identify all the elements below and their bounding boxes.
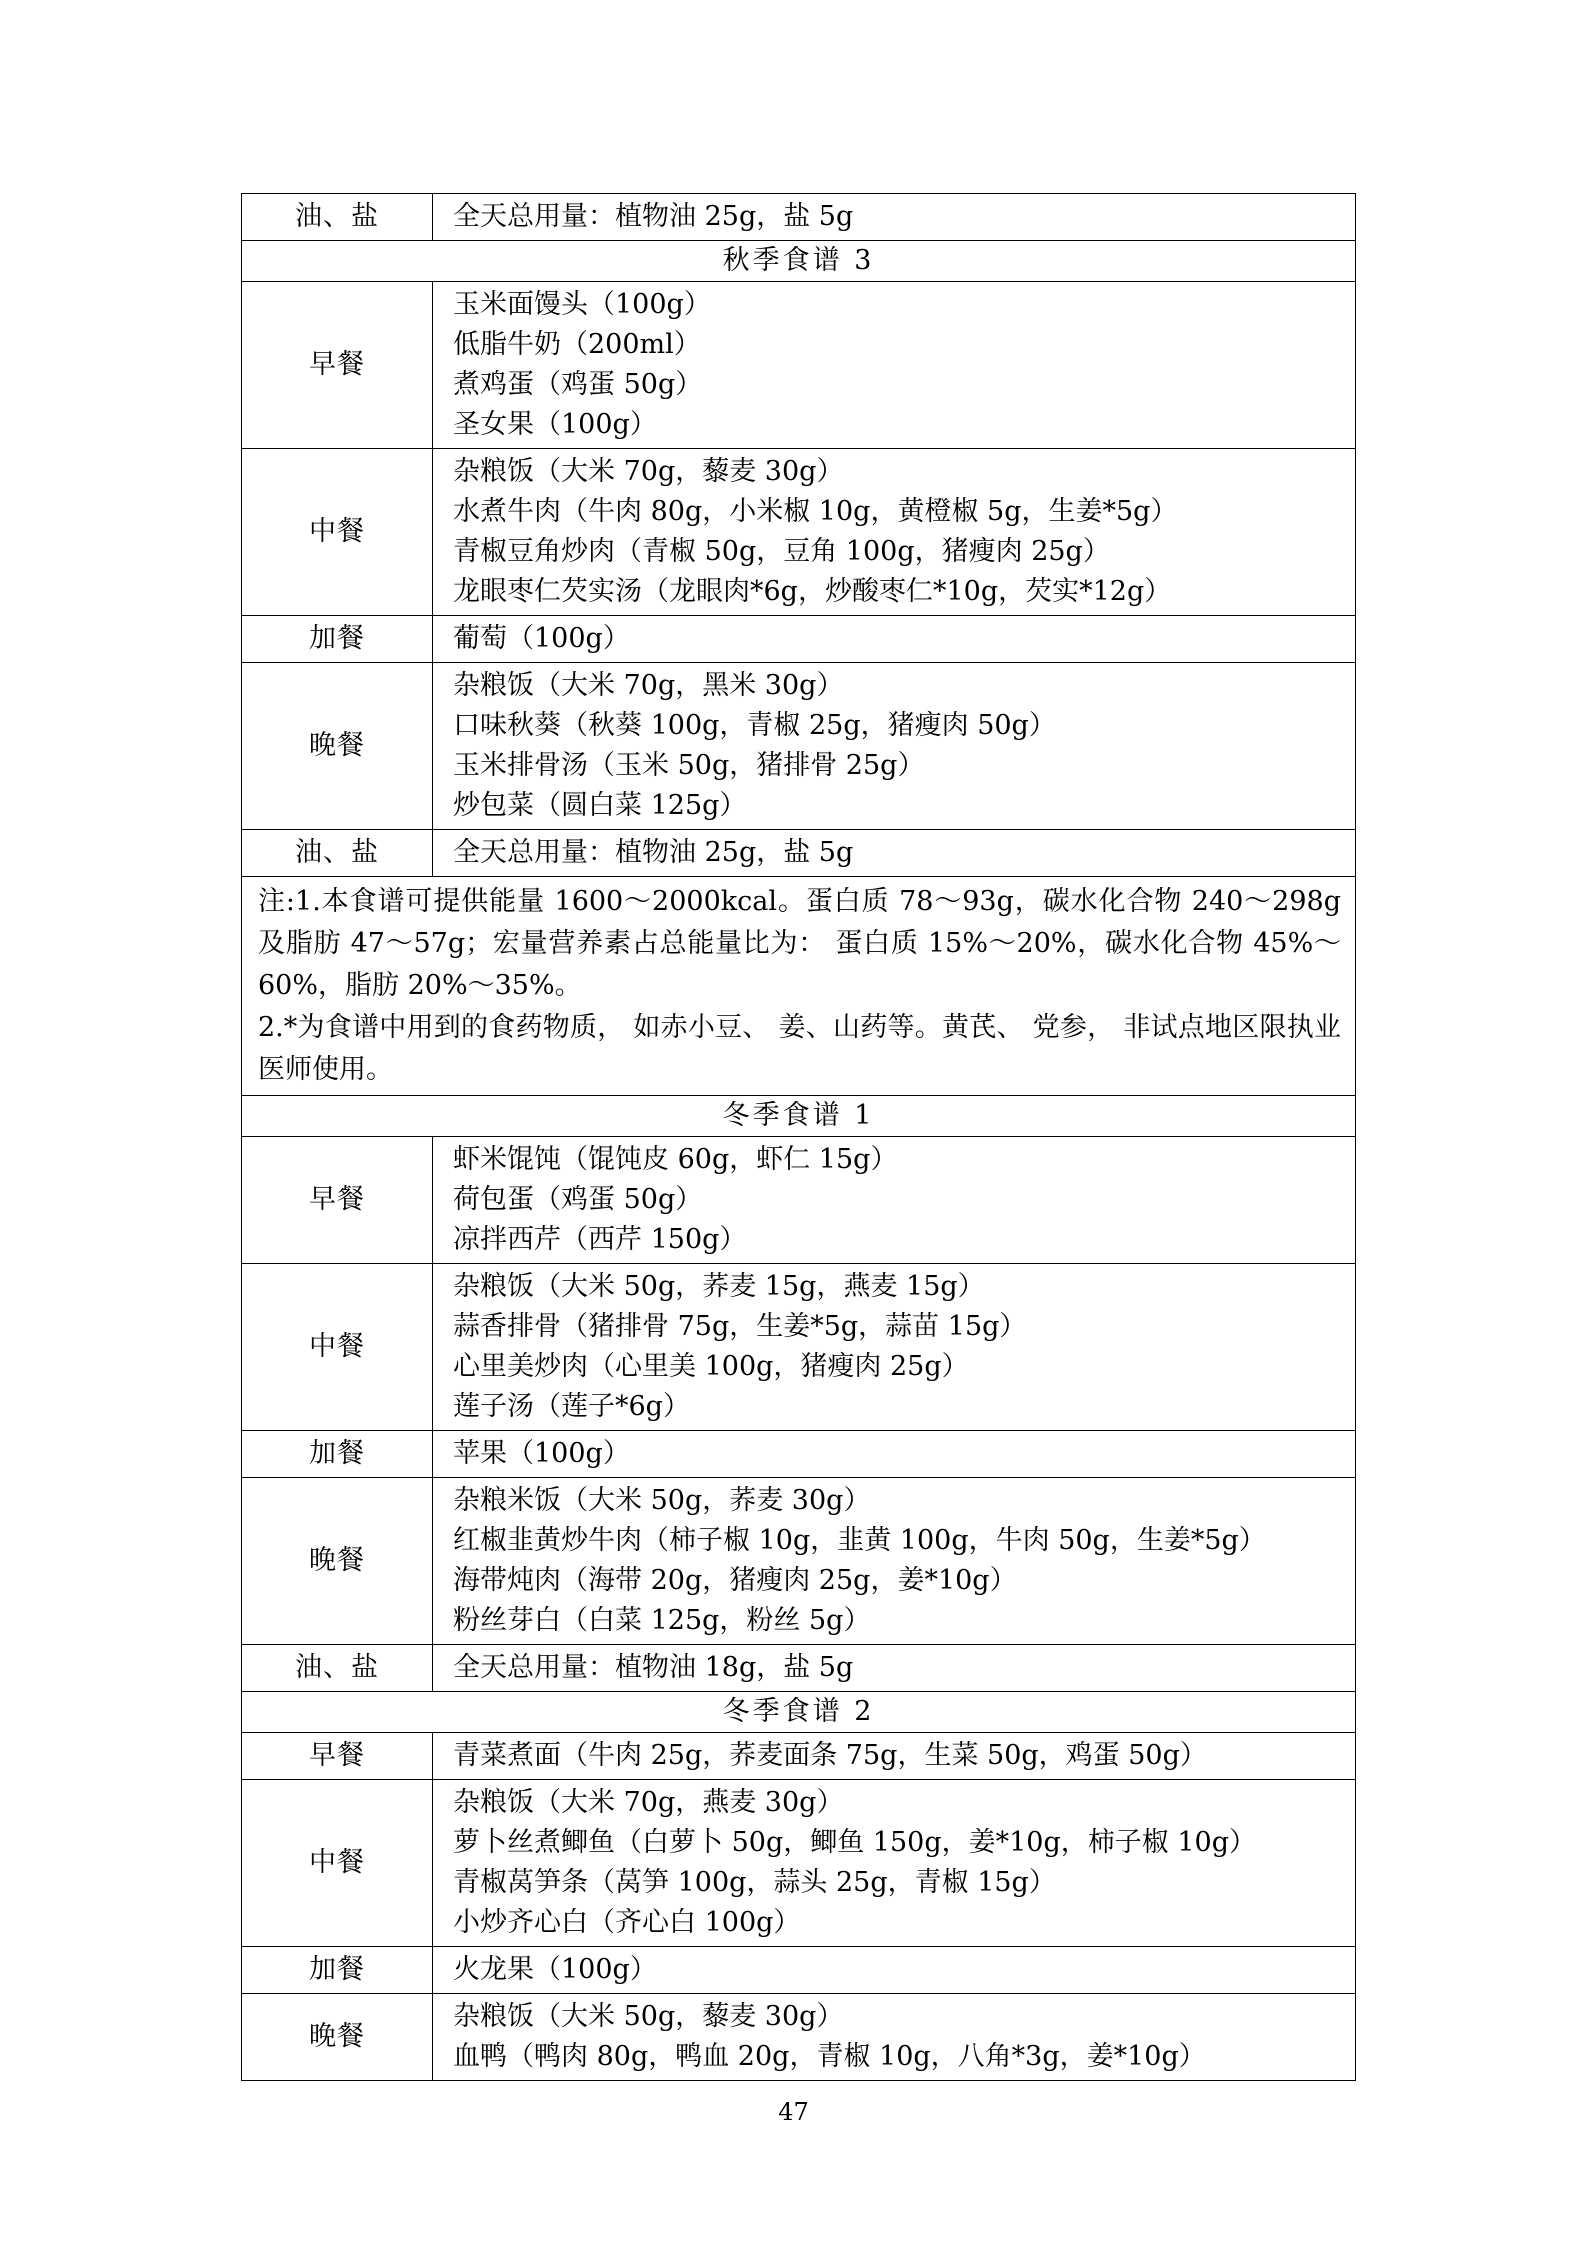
food-item: 煮鸡蛋（鸡蛋 50g） <box>453 369 703 400</box>
meal-items <box>433 1947 1356 1994</box>
food-item: 杂粮饭（大米 70g，黑米 30g） <box>453 670 844 701</box>
meal-items <box>433 1780 1356 1947</box>
meal-items <box>433 194 1356 241</box>
food-item: 低脂牛奶（200ml） <box>453 329 701 360</box>
food-item: 蒜香排骨（猪排骨 75g，生姜*5g，蒜苗 15g） <box>453 1311 1027 1342</box>
food-item: 杂粮米饭（大米 50g，荞麦 30g） <box>453 1485 871 1516</box>
food-item: 杂粮饭（大米 70g，燕麦 30g） <box>453 1787 844 1818</box>
meal-items <box>433 1994 1356 2081</box>
food-item: 红椒韭黄炒牛肉（柿子椒 10g，韭黄 100g，牛肉 50g，生姜*5g） <box>453 1525 1266 1556</box>
food-item: 小炒齐心白（齐心白 100g） <box>453 1907 801 1938</box>
food-item: 水煮牛肉（牛肉 80g，小米椒 10g，黄橙椒 5g，生姜*5g） <box>453 496 1178 527</box>
meal-items <box>433 830 1356 877</box>
food-item: 苹果（100g） <box>453 1438 630 1469</box>
food-item: 口味秋葵（秋葵 100g，青椒 25g，猪瘦肉 50g） <box>453 710 1056 741</box>
food-item: 粉丝芽白（白菜 125g，粉丝 5g） <box>453 1605 871 1636</box>
meal-row <box>242 1645 1356 1692</box>
meal-items <box>433 1645 1356 1692</box>
meal-items <box>433 663 1356 830</box>
food-item: 火龙果（100g） <box>453 1954 657 1985</box>
meal-name: 加餐 <box>242 616 433 663</box>
meal-row <box>242 1733 1356 1780</box>
meal-name: 油、盐 <box>242 830 433 877</box>
food-item: 圣女果（100g） <box>453 409 657 440</box>
meal-row <box>242 663 1356 830</box>
meal-row <box>242 282 1356 449</box>
food-item: 心里美炒肉（心里美 100g，猪瘦肉 25g） <box>453 1351 969 1382</box>
food-item: 玉米面馒头（100g） <box>453 289 711 320</box>
meal-name: 晚餐 <box>242 1478 433 1645</box>
section-title: 冬季食谱 1 <box>242 1096 1356 1137</box>
meal-items <box>433 1478 1356 1645</box>
meal-name: 早餐 <box>242 1733 433 1780</box>
meal-name: 晚餐 <box>242 1994 433 2081</box>
meal-name: 早餐 <box>242 282 433 449</box>
food-item: 莲子汤（莲子*6g） <box>453 1391 690 1422</box>
meal-name: 油、盐 <box>242 194 433 241</box>
meal-name: 加餐 <box>242 1431 433 1478</box>
meal-row <box>242 449 1356 616</box>
meal-name: 加餐 <box>242 1947 433 1994</box>
food-item: 海带炖肉（海带 20g，猪瘦肉 25g，姜*10g） <box>453 1565 1017 1596</box>
meal-items <box>433 1431 1356 1478</box>
meal-row <box>242 194 1356 241</box>
meal-row <box>242 1137 1356 1264</box>
note-cell <box>242 877 1356 1096</box>
section-header-row <box>242 1096 1356 1137</box>
note-line: 注:1.本食谱可提供能量 1600～2000kcal。蛋白质 78～93g，碳水化合物 240～298g 及脂肪 47～57g；宏量营养素占总能量比为： 蛋白质 15%～20%，碳水化合物 45%～60%，脂肪 20%～35%。 <box>258 886 1341 1001</box>
food-item: 萝卜丝煮鲫鱼（白萝卜 50g，鲫鱼 150g，姜*10g，柿子椒 10g） <box>453 1827 1256 1858</box>
food-item: 青菜煮面（牛肉 25g，荞麦面条 75g，生菜 50g，鸡蛋 50g） <box>453 1740 1207 1771</box>
food-item: 虾米馄饨（馄饨皮 60g，虾仁 15g） <box>453 1144 898 1175</box>
meal-row <box>242 1431 1356 1478</box>
page-number: 47 <box>778 2098 809 2126</box>
food-item: 血鸭（鸭肉 80g，鸭血 20g，青椒 10g，八角*3g，姜*10g） <box>453 2041 1206 2072</box>
meal-name: 早餐 <box>242 1137 433 1264</box>
food-item: 荷包蛋（鸡蛋 50g） <box>453 1184 703 1215</box>
meal-items <box>433 616 1356 663</box>
meal-name: 中餐 <box>242 449 433 616</box>
food-item: 杂粮饭（大米 70g，藜麦 30g） <box>453 456 844 487</box>
meal-name: 中餐 <box>242 1264 433 1431</box>
meal-items <box>433 282 1356 449</box>
meal-row <box>242 616 1356 663</box>
meal-name: 晚餐 <box>242 663 433 830</box>
menu-table-body <box>242 194 1356 2081</box>
meal-row <box>242 1947 1356 1994</box>
food-item: 凉拌西芹（西芹 150g） <box>453 1224 747 1255</box>
food-item: 全天总用量：植物油 18g，盐 5g <box>453 1652 854 1683</box>
food-item: 杂粮饭（大米 50g，藜麦 30g） <box>453 2001 844 2032</box>
meal-row <box>242 1780 1356 1947</box>
meal-row <box>242 1478 1356 1645</box>
note-line: 2.*为食谱中用到的食药物质， 如赤小豆、 姜、山药等。黄芪、 党参， 非试点地区限执业医师使用。 <box>258 1012 1341 1085</box>
meal-items <box>433 449 1356 616</box>
meal-items <box>433 1264 1356 1431</box>
food-item: 炒包菜（圆白菜 125g） <box>453 790 747 821</box>
food-item: 全天总用量：植物油 25g，盐 5g <box>453 837 854 868</box>
meal-row <box>242 1264 1356 1431</box>
section-header-row <box>242 241 1356 282</box>
food-item: 杂粮饭（大米 50g，荞麦 15g，燕麦 15g） <box>453 1271 985 1302</box>
meal-items <box>433 1733 1356 1780</box>
note-row <box>242 877 1356 1096</box>
food-item: 全天总用量：植物油 25g，盐 5g <box>453 201 854 232</box>
food-item: 葡萄（100g） <box>453 623 630 654</box>
food-item: 龙眼枣仁芡实汤（龙眼肉*6g，炒酸枣仁*10g，芡实*12g） <box>453 576 1172 607</box>
section-title: 冬季食谱 2 <box>242 1692 1356 1733</box>
meal-name: 中餐 <box>242 1780 433 1947</box>
food-item: 青椒豆角炒肉（青椒 50g，豆角 100g，猪瘦肉 25g） <box>453 536 1110 567</box>
food-item: 玉米排骨汤（玉米 50g，猪排骨 25g） <box>453 750 925 781</box>
section-title: 秋季食谱 3 <box>242 241 1356 282</box>
meal-name: 油、盐 <box>242 1645 433 1692</box>
meal-row <box>242 1994 1356 2081</box>
meal-row <box>242 830 1356 877</box>
section-header-row <box>242 1692 1356 1733</box>
menu-table <box>241 193 1356 2081</box>
food-item: 青椒莴笋条（莴笋 100g，蒜头 25g，青椒 15g） <box>453 1867 1056 1898</box>
meal-items <box>433 1137 1356 1264</box>
